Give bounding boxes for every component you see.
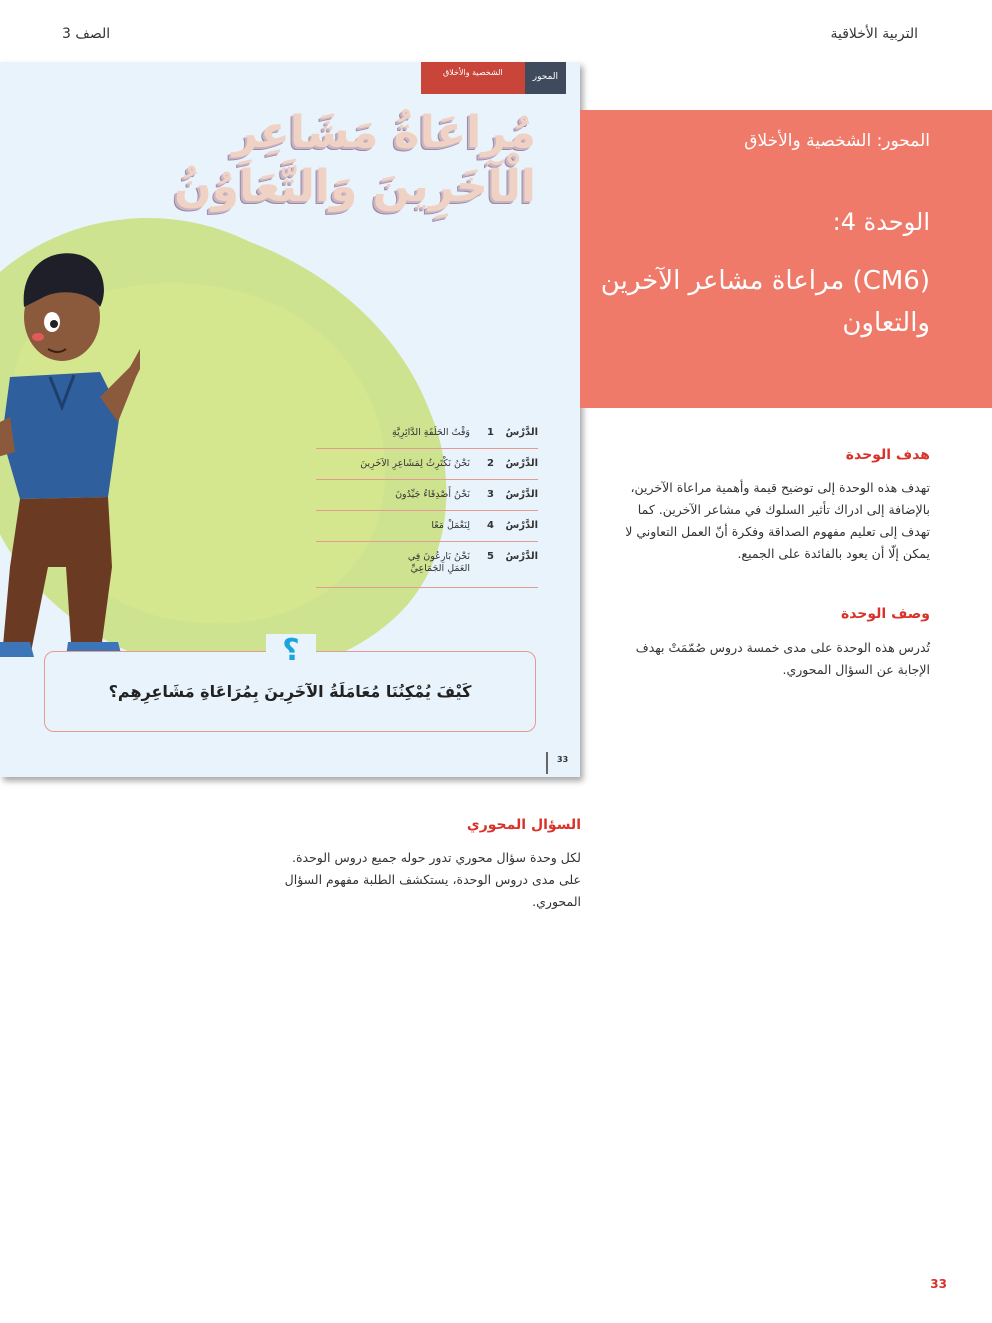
boy-illustration: [0, 237, 140, 657]
lesson-number: 1: [487, 427, 494, 438]
axis-tab-label: المحور: [525, 62, 566, 94]
lesson-row: [316, 542, 538, 588]
lesson-word: الدَّرْسُ: [505, 458, 538, 469]
book-question: كَيْفَ يُمْكِنُنَا مُعَامَلَةُ الآخَرِينَ بِمُرَاعَاةِ مَشَاعِرِهِم؟: [108, 682, 472, 701]
book-title-line1: مُراعَاةُ مَشَاعِرِ: [232, 107, 536, 158]
description-text: تُدرس هذه الوحدة على مدى خمسة دروس صُمّمَتْ بهدف الإجابة عن السؤال المحوري.: [635, 640, 930, 677]
book-page-number: 33: [557, 755, 569, 764]
lesson-name: نَحْنُ نَكْتَرِثُ لِمَشَاعِرِ الآخَرِينَ: [360, 458, 470, 469]
unit-axis: المحور: الشخصية والأخلاق: [744, 131, 930, 151]
central-question-text: لكل وحدة سؤال محوري تدور حوله جميع دروس الوحدة. على مدى دروس الوحدة، يستكشف الطلبة مفهوم السؤال المحوري.: [284, 850, 581, 909]
description-heading: وصف الوحدة: [840, 606, 930, 622]
lesson-name: وَقْتُ الحَلَقَةِ الدَّائِرِيَّةِ: [392, 427, 470, 438]
central-question-heading: السؤال المحوري: [466, 817, 581, 833]
axis-tab: [421, 62, 566, 94]
lesson-row: [316, 511, 538, 542]
lesson-name: نَحْنُ أَصْدِقَاءُ جَيِّدُونَ: [395, 489, 470, 500]
page-number: 33: [930, 1277, 947, 1291]
lesson-number: 4: [487, 520, 494, 531]
unit-banner: [580, 110, 992, 408]
book-title-line2: الْآخَرِينَ وَالتَّعَاوُنُ: [174, 161, 536, 212]
subject-title: التربية الأخلاقية: [830, 26, 918, 42]
grade-label: الصف 3: [62, 26, 111, 42]
lesson-word: الدَّرْسُ: [505, 427, 538, 438]
axis-tab-value: الشخصية والأخلاق: [421, 62, 525, 94]
lesson-name: لِنَعْمَلْ مَعًا: [431, 520, 470, 531]
lesson-number: 3: [487, 489, 494, 500]
lesson-row: [316, 449, 538, 480]
lesson-number: 2: [487, 458, 494, 469]
lesson-name: نَحْنُ بَارِعُونَ فِي العَمَلِ الجَمَاعِيِّ: [407, 551, 470, 574]
lesson-row: [316, 480, 538, 511]
unit-number: الوحدة 4:: [832, 208, 930, 236]
lessons-list: [316, 418, 538, 588]
goal-heading: هدف الوحدة: [845, 447, 930, 463]
lesson-word: الدَّرْسُ: [505, 520, 538, 531]
unit-name: (CM6) مراعاة مشاعر الآخرين والتعاون: [600, 266, 930, 338]
lesson-row: [316, 418, 538, 449]
book-title: [116, 106, 536, 214]
page-number-divider: [546, 752, 548, 774]
book-page-image: [0, 62, 580, 777]
question-mark-icon: ؟: [266, 634, 316, 668]
lesson-word: الدَّرْسُ: [505, 551, 538, 562]
lesson-number: 5: [487, 551, 494, 562]
goal-text: تهدف هذه الوحدة إلى توضيح قيمة وأهمية مراعاة الآخرين، بالإضافة إلى ادراك تأثير السلوك في مشاعر الآخرين. كما تهدف إلى تعليم مفهوم الصداقة وفكرة أنّ العمل التعاوني لا يمكن إلّا أن يعود بالفائدة على الجميع.: [625, 480, 930, 561]
lesson-word: الدَّرْسُ: [505, 489, 538, 500]
